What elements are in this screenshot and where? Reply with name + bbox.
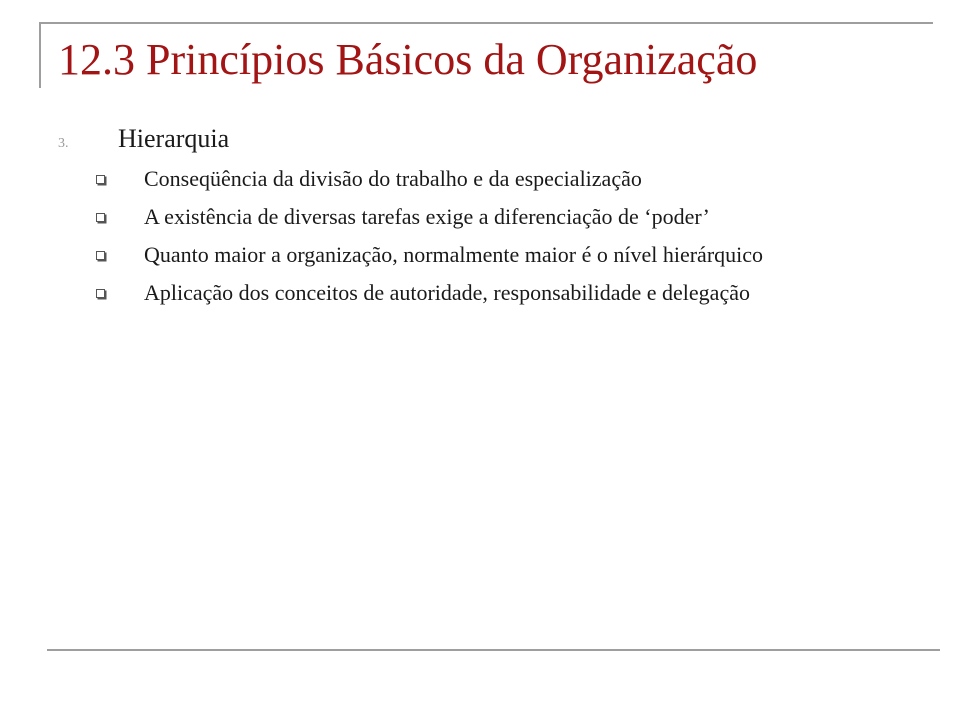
top-border-line <box>40 22 933 24</box>
list-item <box>58 164 901 194</box>
section-heading <box>58 124 901 154</box>
slide-content <box>58 124 901 316</box>
square-bullet-icon <box>96 251 105 260</box>
square-bullet-icon <box>96 289 105 298</box>
bullet-list <box>58 164 901 308</box>
list-item <box>58 278 901 308</box>
list-item-text: Quanto maior a organização, normalmente maior é o nível hierárquico <box>144 242 764 267</box>
bottom-border-line <box>47 649 940 651</box>
slide-title: 12.3 Princípios Básicos da Organização <box>58 35 758 84</box>
section-number: 3. <box>58 136 69 151</box>
list-item-text: Conseqüência da divisão do trabalho e da especialização <box>144 166 642 191</box>
list-item-text: A existência de diversas tarefas exige a diferenciação de ‘poder’ <box>144 204 710 229</box>
square-bullet-icon <box>96 175 105 184</box>
list-item <box>58 202 901 232</box>
section-title: Hierarquia <box>118 124 230 153</box>
list-item-text: Aplicação dos conceitos de autoridade, responsabilidade e delegação <box>144 280 750 305</box>
list-item <box>58 240 901 270</box>
left-border-line <box>39 22 41 88</box>
square-bullet-icon <box>96 213 105 222</box>
